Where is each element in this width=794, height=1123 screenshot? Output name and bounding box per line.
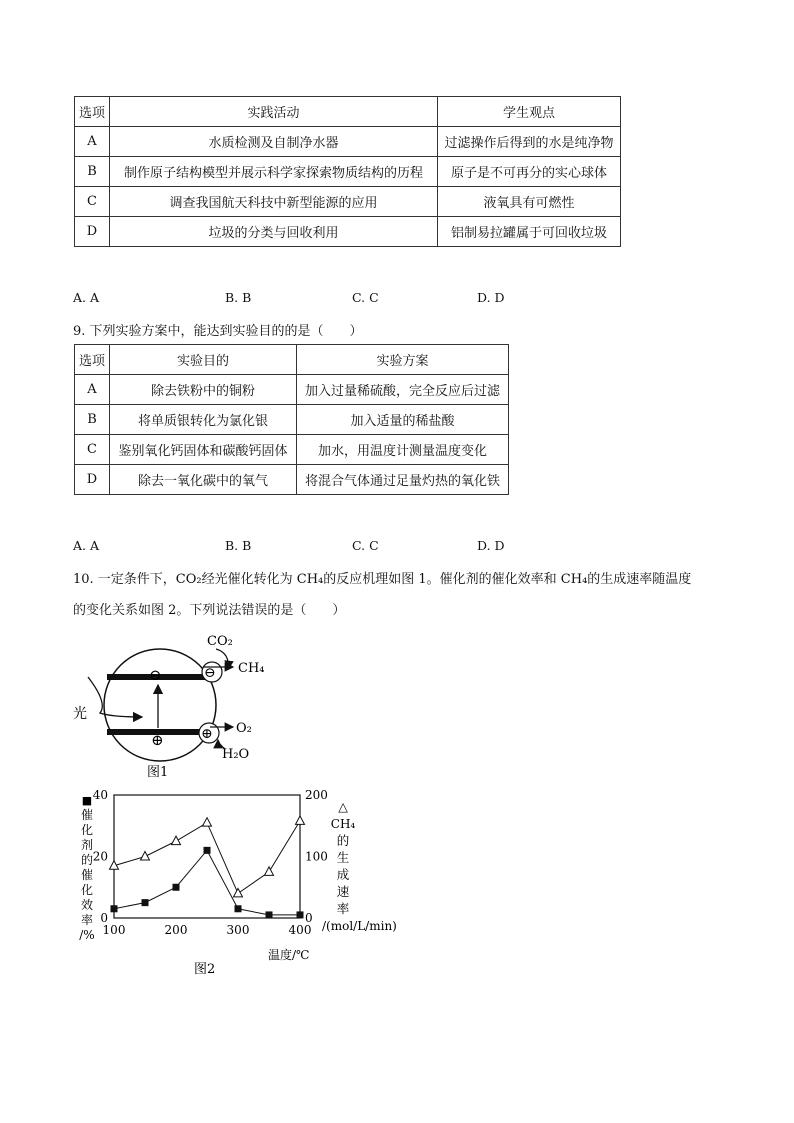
triangle-data-point — [141, 852, 150, 861]
table-cell: 垃圾的分类与回收利用 — [110, 217, 438, 247]
table-cell: 加入过量稀硫酸，完全反应后过滤 — [297, 375, 509, 405]
option-c[interactable]: C. C — [352, 538, 379, 553]
right-axis-label-char: 成 — [336, 867, 350, 882]
table-cell: 过滤操作后得到的水是纯净物 — [438, 127, 621, 157]
table-cell: 鉴别氧化钙固体和碳酸钙固体 — [110, 435, 297, 465]
table-row — [75, 187, 621, 217]
option-a[interactable]: A. A — [73, 290, 100, 305]
option-d[interactable]: D. D — [477, 538, 505, 553]
left-tick-label: 0 — [100, 911, 108, 925]
hole-icon: ⊕ — [151, 731, 164, 749]
x-tick-label: 200 — [164, 923, 188, 937]
left-axis-label-char: 催 — [80, 808, 94, 822]
table-cell: A — [75, 127, 110, 157]
option-d[interactable]: D. D — [477, 290, 505, 305]
table-header-row — [75, 97, 621, 127]
table-cell: 液氧具有可燃性 — [438, 187, 621, 217]
table-cell: 加水，用温度计测量温度变化 — [297, 435, 509, 465]
light-label: 光 — [73, 706, 87, 722]
square-data-point — [266, 911, 273, 918]
square-data-point — [111, 905, 118, 912]
table-row — [75, 405, 509, 435]
x-tick-label: 300 — [226, 923, 250, 937]
header-cell: 实践活动 — [110, 97, 438, 127]
table-cell: 调查我国航天科技中新型能源的应用 — [110, 187, 438, 217]
right-axis-label-char: 速 — [336, 884, 350, 899]
table-cell: C — [75, 187, 110, 217]
square-data-point — [173, 884, 180, 891]
electron-icon: ⊖ — [149, 666, 162, 684]
ch4-label: CH₄ — [238, 661, 265, 676]
header-cell: 选项 — [75, 345, 110, 375]
right-axis-unit: /(mol/L/min) — [322, 919, 397, 933]
q10-stem-line1: 10. 一定条件下，CO₂经光催化转化为 CH₄的反应机理如图 1。催化剂的催化效率和 CH₄的生成速率随温度 — [73, 572, 692, 587]
left-axis-label-char: 的 — [80, 853, 94, 867]
oxidation-site-hole-icon: ⊕ — [201, 726, 213, 742]
o2-label: O₂ — [236, 721, 252, 736]
table-cell: 将混合气体通过足量灼热的氧化铁 — [297, 465, 509, 495]
triangle-data-point — [203, 818, 212, 827]
table-cell: D — [75, 465, 110, 495]
table-cell: 制作原子结构模型并展示科学家探索物质结构的历程 — [110, 157, 438, 187]
right-axis-label-char: 率 — [336, 901, 350, 916]
table-cell: 除去一氧化碳中的氧气 — [110, 465, 297, 495]
h2o-label: H₂O — [222, 747, 250, 762]
reduction-site-electron-icon: ⊖ — [204, 665, 216, 681]
right-axis-label-char: △ — [338, 799, 348, 814]
left-axis-label-char: 效 — [80, 898, 94, 912]
option-a[interactable]: A. A — [73, 538, 100, 553]
table-row — [75, 157, 621, 187]
right-axis-label-char: CH₄ — [330, 817, 356, 831]
light-arrow — [88, 677, 142, 717]
triangle-data-point — [296, 816, 305, 825]
triangle-data-point — [234, 888, 243, 897]
q8-table — [74, 96, 621, 247]
table-header-row — [75, 345, 509, 375]
header-cell: 选项 — [75, 97, 110, 127]
figure-2-caption: 图2 — [194, 962, 216, 977]
header-cell: 学生观点 — [438, 97, 621, 127]
left-axis-label-char: 剂 — [80, 838, 94, 852]
triangle-data-point — [172, 836, 181, 845]
right-tick-label: 0 — [305, 911, 313, 925]
square-data-point — [142, 899, 149, 906]
co2-label: CO₂ — [207, 634, 233, 649]
square-data-point — [235, 905, 242, 912]
table-cell: 加入适量的稀盐酸 — [297, 405, 509, 435]
table-cell: B — [75, 405, 110, 435]
left-tick-label: 40 — [92, 788, 108, 802]
triangle-data-point — [265, 867, 274, 876]
left-axis-label-char: 化 — [80, 883, 94, 897]
table-cell: 除去铁粉中的铜粉 — [110, 375, 297, 405]
header-cell: 实验目的 — [110, 345, 297, 375]
table-row — [75, 217, 621, 247]
right-tick-label: 200 — [305, 788, 328, 802]
table-cell: B — [75, 157, 110, 187]
table-row — [75, 375, 509, 405]
table-row — [75, 465, 509, 495]
q10-stem-line2: 的变化关系如图 2。下列说法错误的是（ ） — [73, 603, 346, 618]
table-cell: 原子是不可再分的实心球体 — [438, 157, 621, 187]
q9-table — [74, 344, 509, 495]
x-tick-label: 400 — [288, 923, 312, 937]
table-cell: A — [75, 375, 110, 405]
left-axis-label-char: 催 — [80, 868, 94, 882]
figure-1-reaction-mechanism — [60, 625, 320, 785]
right-tick-label: 100 — [305, 849, 328, 864]
option-b[interactable]: B. B — [225, 290, 252, 305]
header-cell: 实验方案 — [297, 345, 509, 375]
right-axis-label-char: 的 — [336, 833, 350, 848]
figure-2-chart — [60, 780, 440, 980]
left-tick-label: 20 — [92, 849, 108, 864]
square-data-point — [297, 911, 304, 918]
q9-stem: 9. 下列实验方案中，能达到实验目的的是（ ） — [73, 324, 363, 339]
table-cell: 水质检测及自制净水器 — [110, 127, 438, 157]
table-row — [75, 435, 509, 465]
left-axis-label-char: /% — [79, 928, 95, 942]
square-data-point — [204, 847, 211, 854]
x-tick-label: 100 — [102, 923, 126, 937]
left-axis-label-char: ■ — [81, 794, 93, 807]
option-b[interactable]: B. B — [225, 538, 252, 553]
table-cell: 铝制易拉罐属于可回收垃圾 — [438, 217, 621, 247]
table-row — [75, 127, 621, 157]
left-axis-label-char: 化 — [80, 823, 94, 837]
option-c[interactable]: C. C — [352, 290, 379, 305]
right-axis-label-char: 生 — [336, 850, 350, 865]
table-cell: D — [75, 217, 110, 247]
table-cell: 将单质银转化为氯化银 — [110, 405, 297, 435]
figure-1-caption: 图1 — [147, 765, 169, 780]
x-axis-label: 温度/℃ — [268, 948, 310, 962]
left-axis-label-char: 率 — [80, 913, 94, 927]
table-cell: C — [75, 435, 110, 465]
